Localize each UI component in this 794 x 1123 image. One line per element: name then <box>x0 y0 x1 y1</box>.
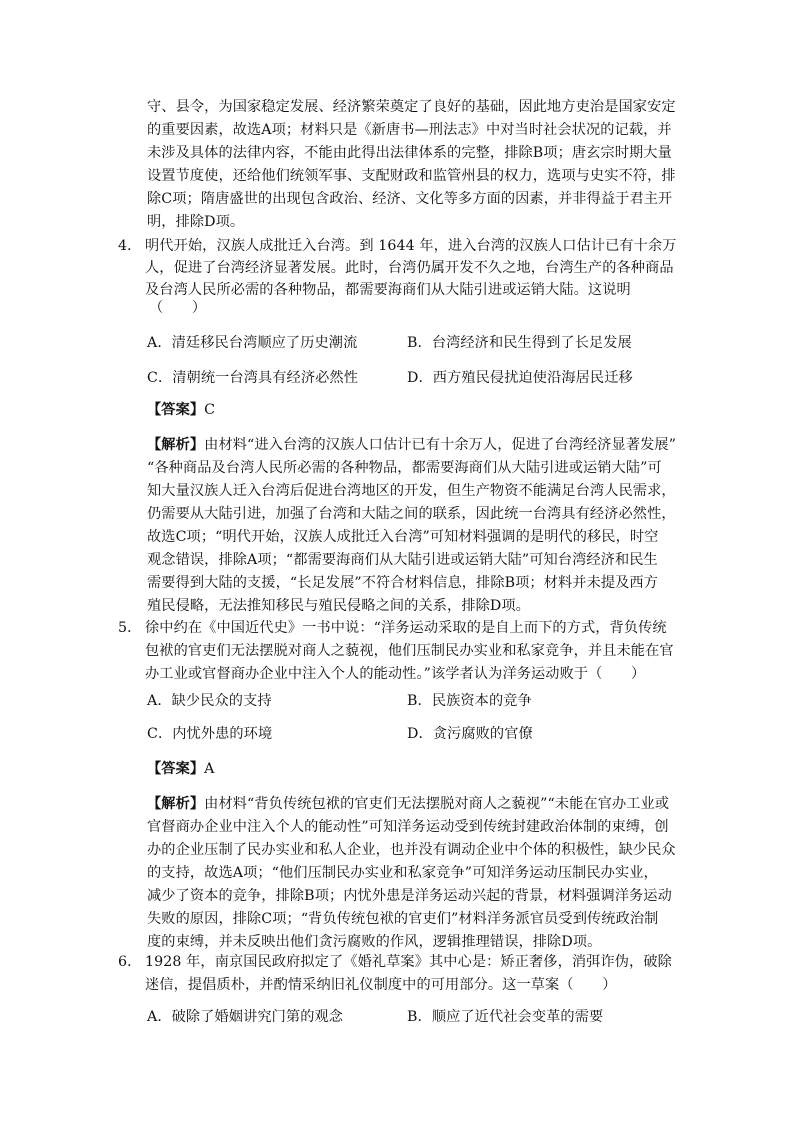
question-stem-line: 人，促进了台湾经济显著发展。此时，台湾仍属开发不久之地，台湾生产的各种商品 <box>145 260 674 276</box>
question-stem-line: 及台湾人民所必需的各种物品，都需要海商们从大陆引进或运销大陆。这说明 <box>145 282 631 298</box>
analysis-line <box>147 435 676 455</box>
option-c: C．内忧外患的环境 <box>147 726 273 742</box>
question-stem-line: 1928 年，南京国民政府拟定了《婚礼草案》其中心是：矫正奢侈，消弭诈伪，破除 <box>145 954 672 970</box>
option-a: A．缺少民众的支持 <box>147 693 272 709</box>
analysis-label: 【解析】 <box>147 437 205 453</box>
option-a: A．清廷移民台湾顺应了历史潮流 <box>147 335 358 351</box>
question-stem-line: 迷信，提倡质朴，并酌情采纳旧礼仪制度中的可用部分。这一草案（ ） <box>145 977 617 993</box>
analysis-line: 殖民侵略，无法推知移民与殖民侵略之间的关系，排除D项。 <box>147 598 530 614</box>
question-stem-line: （ ） <box>149 300 207 316</box>
intro-line: 的重要因素，故选A项；材料只是《新唐书—刑法志》中对当时社会状况的记载，并 <box>147 122 672 138</box>
intro-line: 未涉及具体的法律内容，不能由此得出法律体系的完整，排除B项；唐玄宗时期大量 <box>147 145 672 161</box>
intro-line: 明，排除D项。 <box>147 214 245 230</box>
analysis-line: 官督商办企业中注入个人的能动性”可知洋务运动受到传统封建政治体制的束缚，创 <box>147 819 669 835</box>
option-c: C．清朝统一台湾具有经济必然性 <box>147 370 358 386</box>
analysis-line: 仍需要从大陆引进，加强了台湾和大陆之间的联系，因此统一台湾具有经济必然性， <box>147 506 676 522</box>
analysis-line: 故选C项；“明代开始，汉族人成批迁入台湾”可知材料强调的是明代的移民，时空 <box>147 529 659 545</box>
question-stem-line: 办工业或官督商办企业中注入个人的能动性。”该学者认为洋务运动败于（ ） <box>145 666 646 682</box>
analysis-line: 办的企业压制了民办实业和私人企业，也并没有调动企业中个体的积极性，缺少民众 <box>147 842 676 858</box>
analysis-line: 减少了资本的竞争，排除B项；内忧外患是洋务运动兴起的背景，材料强调洋务运动 <box>147 888 672 904</box>
analysis-text: 由材料“背负传统包袱的官吏们无法摆脱对商人之藐视”“未能在官办工业或 <box>204 796 670 812</box>
analysis-line: “各种商品及台湾人民所必需的各种物品，都需要海商们从大陆引进或运销大陆”可 <box>147 460 662 476</box>
question-number: 6． <box>118 954 142 970</box>
analysis-line: 观念错误，排除A项；“都需要海商们从大陆引进或运销大陆”可知台湾经济和民生 <box>147 552 658 568</box>
analysis-line <box>147 794 669 814</box>
analysis-line: 度的束缚，并未反映出他们贪污腐败的作风，逻辑推理错误，排除D项。 <box>147 934 602 950</box>
answer-value: C <box>204 402 216 418</box>
analysis-text: 由材料“进入台湾的汉族人口估计已有十余万人，促进了台湾经济显著发展” <box>204 437 677 453</box>
option-d: D．贪污腐败的官僚 <box>407 726 533 742</box>
option-a: A．破除了婚姻讲究门第的观念 <box>147 1009 344 1025</box>
answer-value: A <box>204 761 215 777</box>
answer-line <box>147 400 215 420</box>
option-b: B．民族资本的竞争 <box>407 693 532 709</box>
option-d: D．西方殖民侵扰迫使沿海居民迁移 <box>407 370 633 386</box>
intro-line: 守、县令，为国家稳定发展、经济繁荣奠定了良好的基础，因此地方吏治是国家安定 <box>147 99 676 115</box>
intro-line: 除C项；隋唐盛世的出现包含政治、经济、文化等多方面的因素，并非得益于君主开 <box>147 191 673 207</box>
analysis-line: 的支持，故选A项；“他们压制民办实业和私家竞争”可知洋务运动压制民办实业， <box>147 865 658 881</box>
intro-line: 设置节度使，还给他们统领军事、支配财政和监管州县的权力，选项与史实不符，排 <box>147 168 676 184</box>
analysis-line: 知大量汉族人迁入台湾后促进台湾地区的开发，但生产物资不能满足台湾人民需求， <box>147 483 676 499</box>
question-stem-line: 包袱的官吏们无法摆脱对商人之藐视，他们压制民办实业和私家竞争，并且未能在官 <box>145 643 674 659</box>
analysis-line: 失败的原因，排除C项；“背负传统包袱的官吏们”材料洋务派官员受到传统政治制 <box>147 911 659 927</box>
answer-line <box>147 759 215 779</box>
analysis-label: 【解析】 <box>147 796 205 812</box>
option-b: B．顺应了近代社会变革的需要 <box>407 1009 604 1025</box>
question-number: 4． <box>118 238 142 254</box>
analysis-line: 需要得到大陆的支援，“长足发展”不符合材料信息，排除B项；材料并未提及西方 <box>147 575 659 591</box>
option-b: B．台湾经济和民生得到了长足发展 <box>407 335 632 351</box>
answer-label: 【答案】 <box>147 761 205 777</box>
answer-label: 【答案】 <box>147 402 205 418</box>
question-number: 5． <box>118 620 142 636</box>
question-stem-line: 明代开始，汉族人成批迁入台湾。到 1644 年，进入台湾的汉族人口估计已有十余万 <box>145 238 677 254</box>
question-stem-line: 徐中约在《中国近代史》一书中说：“洋务运动采取的是自上而下的方式，背负传统 <box>145 620 667 636</box>
